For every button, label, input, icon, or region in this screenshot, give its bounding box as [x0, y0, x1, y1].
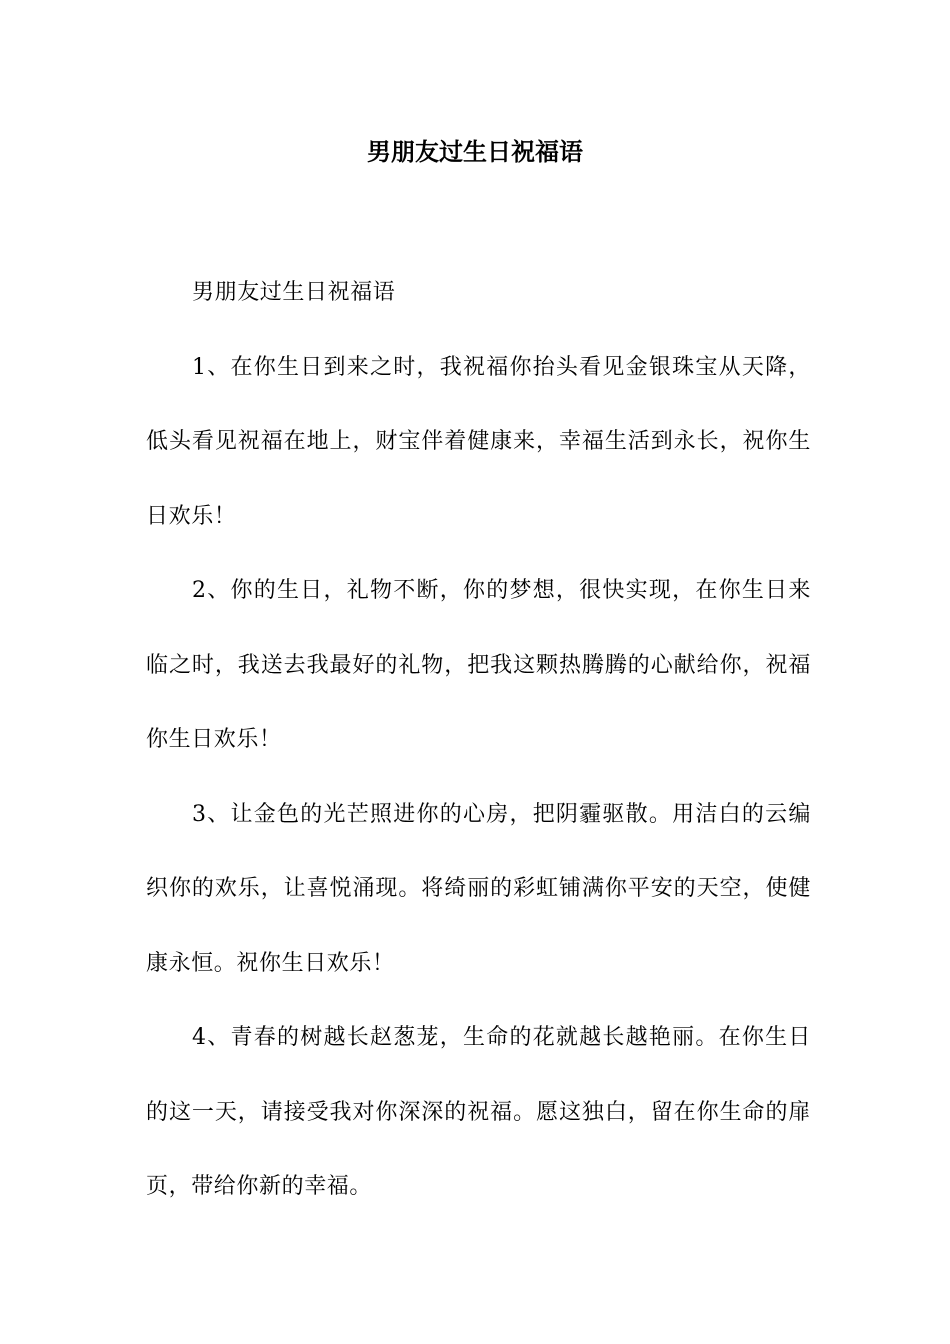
document-title: 男朋友过生日祝福语: [367, 137, 583, 166]
paragraph-2: 2、你的生日，礼物不断，你的梦想，很快实现，在你生日来临之时，我送去我最好的礼物，把我这颗热腾腾的心献给你，祝福你生日欢乐！: [146, 578, 811, 752]
document-body: [146, 256, 811, 1225]
paragraph-subtitle: 男朋友过生日祝福语: [192, 280, 396, 305]
paragraph-4: 4、青春的树越长赵葱茏，生命的花就越长越艳丽。在你生日的这一天，请接受我对你深深的祝福。愿这独白，留在你生命的扉页，带给你新的幸福。: [146, 1025, 811, 1199]
paragraph-1: 1、在你生日到来之时，我祝福你抬头看见金银珠宝从天降，低头看见祝福在地上，财宝伴着健康来，幸福生活到永长，祝你生日欢乐！: [146, 354, 811, 529]
paragraph-3: 3、让金色的光芒照进你的心房，把阴霾驱散。用洁白的云编织你的欢乐，让喜悦涌现。将绮丽的彩虹铺满你平安的天空，使健康永恒。祝你生日欢乐！: [146, 801, 811, 976]
